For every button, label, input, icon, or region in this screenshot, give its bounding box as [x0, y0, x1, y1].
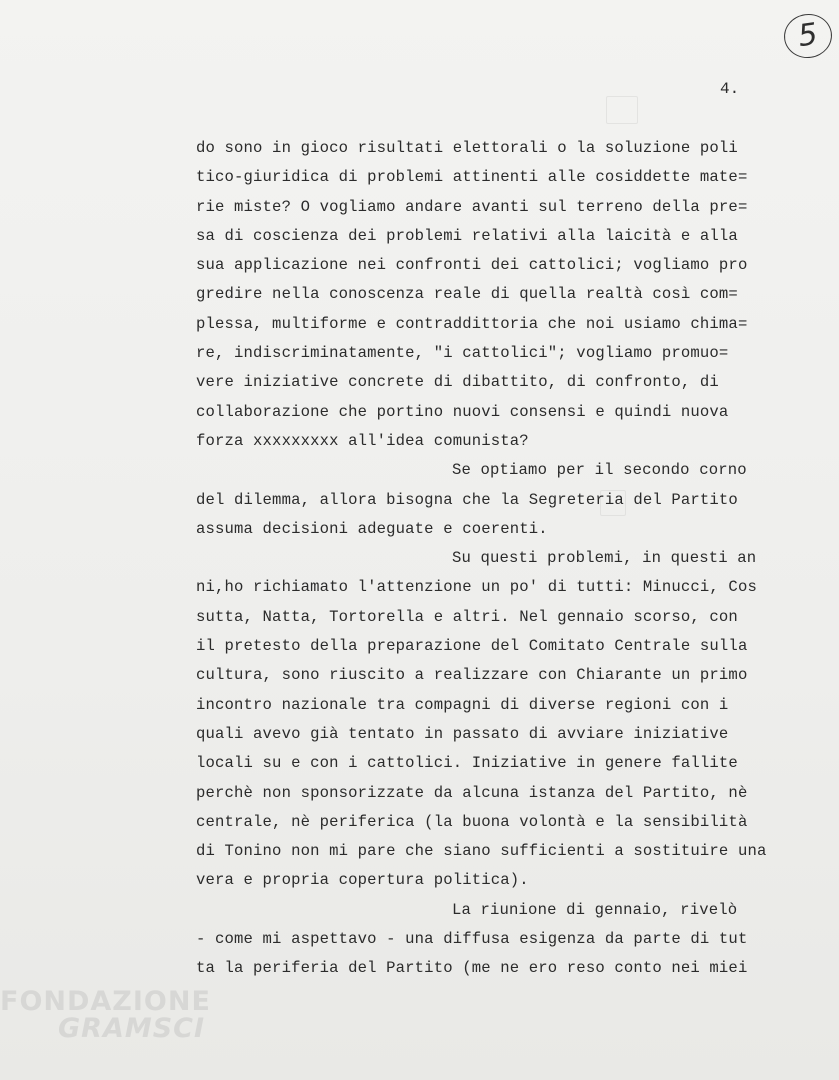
text-line: incontro nazionale tra compagni di diverse regioni con i [196, 695, 729, 714]
circled-page-number: 5 [781, 11, 835, 61]
text-line: collaborazione che portino nuovi consensi e quindi nuova [196, 402, 729, 421]
text-line: vere iniziative concrete di dibattito, di confronto, di [196, 373, 719, 392]
text-line: del dilemma, allora bisogna che la Segreteria del Partito [196, 490, 738, 509]
watermark-line: GRAMSCI [58, 1013, 206, 1044]
text-line: - come mi aspettavo - una diffusa esigenza da parte di tut [196, 930, 748, 949]
text-line: rie miste? O vogliamo andare avanti sul terreno della pre= [196, 197, 748, 216]
watermark-line: FONDAZIONE [0, 986, 211, 1017]
page-number: 4. [720, 80, 740, 98]
text-line: Su questi problemi, in questi an [452, 549, 757, 568]
text-line: gredire nella conoscenza reale di quella realtà così com= [196, 285, 738, 304]
text-line: ta la periferia del Partito (me ne ero reso conto nei miei [196, 959, 748, 978]
text-line: do sono in gioco risultati elettorali o la soluzione poli [196, 139, 738, 157]
text-line: sa di coscienza dei problemi relativi alla laicità e alla [196, 226, 738, 245]
text-line: perchè non sponsorizzate da alcuna istanza del Partito, nè [196, 783, 748, 802]
text-line: il pretesto della preparazione del Comitato Centrale sulla [196, 637, 748, 656]
text-line: re, indiscriminatamente, "i cattolici"; vogliamo promuo= [196, 344, 729, 363]
text-line: ni,ho richiamato l'attenzione un po' di tutti: Minucci, Cos [196, 578, 757, 597]
text-line: forza xxxxxxxxx all'idea comunista? [196, 431, 529, 450]
text-line: vera e propria copertura politica). [196, 871, 529, 890]
text-line: di Tonino non mi pare che siano sufficienti a sostituire una [196, 842, 767, 861]
typed-text-body [196, 134, 796, 984]
text-line: cultura, sono riuscito a realizzare con Chiarante un primo [196, 666, 748, 685]
text-line: assuma decisioni adeguate e coerenti. [196, 519, 548, 538]
text-line: sua applicazione nei confronti dei cattolici; vogliamo pro [196, 256, 748, 275]
text-line: Se optiamo per il secondo corno [452, 461, 747, 480]
text-line: La riunione di gennaio, rivelò [452, 900, 738, 919]
text-line: plessa, multiforme e contraddittoria che noi usiamo chima= [196, 314, 748, 333]
text-line: locali su e con i cattolici. Iniziative in genere fallite [196, 754, 738, 773]
archive-watermark [0, 988, 210, 1048]
text-line: quali avevo già tentato in passato di avviare iniziative [196, 724, 729, 743]
bleed-through-mark [606, 96, 638, 124]
text-line: centrale, nè periferica (la buona volontà e la sensibilità [196, 812, 748, 831]
text-line: sutta, Natta, Tortorella e altri. Nel gennaio scorso, con [196, 607, 738, 626]
text-line: tico-giuridica di problemi attinenti alle cosiddette mate= [196, 168, 748, 187]
